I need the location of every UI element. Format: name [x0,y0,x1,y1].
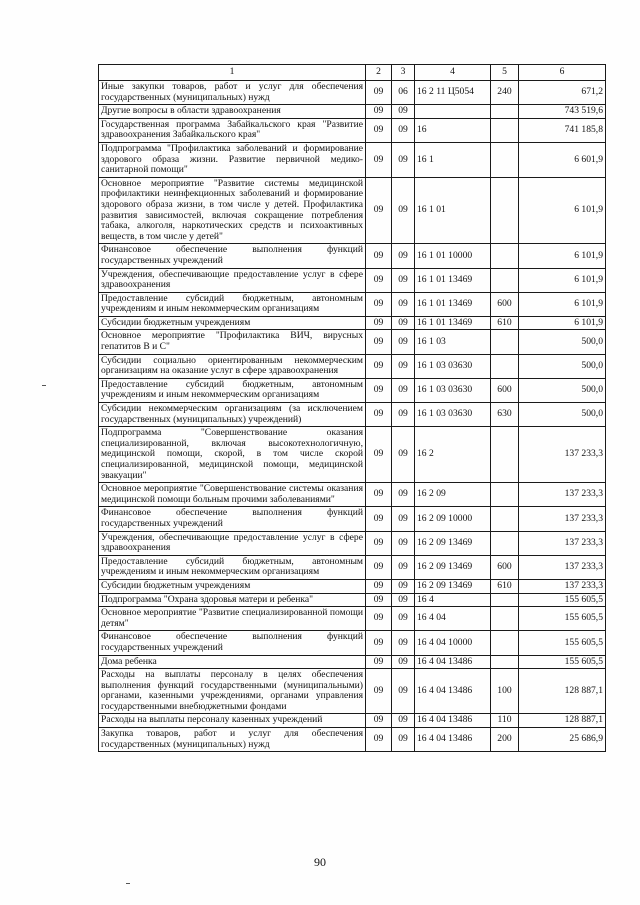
expense-type-cell [491,330,519,354]
subsection-code-cell: 09 [392,714,415,728]
table-row [99,728,606,752]
expense-type-cell: 610 [491,579,519,593]
target-article-cell: 16 1 03 03630 [415,403,491,427]
column-header: 3 [392,65,415,81]
expense-type-cell [491,655,519,669]
amount-cell: 155 605,5 [519,607,606,631]
target-article-cell: 16 1 01 [415,177,491,244]
amount-cell: 6 101,9 [519,316,606,330]
table-row [99,316,606,330]
row-name-cell: Финансовое обеспечение выполнения функций государственных учреждений [99,507,366,531]
expense-type-cell [491,531,519,555]
table-row [99,483,606,507]
row-name-cell: Иные закупки товаров, работ и услуг для обеспечения государственных (муниципальных) нужд [99,81,366,105]
row-name-cell: Основное мероприятие "Развитие специализированной помощи детям" [99,607,366,631]
amount-cell: 6 101,9 [519,177,606,244]
target-article-cell: 16 1 03 [415,330,491,354]
subsection-code-cell: 06 [392,81,415,105]
subsection-code-cell: 09 [392,268,415,292]
row-name-cell: Субсидии бюджетным учреждениям [99,316,366,330]
expense-type-cell: 600 [491,378,519,402]
subsection-code-cell: 09 [392,316,415,330]
section-code-cell: 09 [366,579,392,593]
row-name-cell: Субсидии бюджетным учреждениям [99,579,366,593]
amount-cell: 137 233,3 [519,555,606,579]
row-name-cell: Государственная программа Забайкальского края "Развитие здравоохранения Забайкальского края" [99,118,366,142]
section-code-cell: 09 [366,354,392,378]
table-body [99,81,606,752]
section-code-cell: 09 [366,507,392,531]
table-row [99,378,606,402]
section-code-cell: 09 [366,728,392,752]
amount-cell: 137 233,3 [519,507,606,531]
row-name-cell: Подпрограмма "Профилактика заболеваний и формирование здорового образа жизни. Развитие первичной медико-санитарной помощи" [99,142,366,177]
target-article-cell: 16 2 09 13469 [415,555,491,579]
section-code-cell: 09 [366,81,392,105]
target-article-cell: 16 1 03 03630 [415,378,491,402]
row-name-cell: Основное мероприятие "Совершенствование системы оказания медицинской помощи больным прочими заболеваниями" [99,483,366,507]
table-row [99,142,606,177]
table-row [99,177,606,244]
row-name-cell: Субсидии социально ориентированным некоммерческим организациям на оказание услуг в сфере здравоохранения [99,354,366,378]
section-code-cell: 09 [366,531,392,555]
subsection-code-cell: 09 [392,593,415,607]
section-code-cell: 09 [366,292,392,316]
target-article-cell: 16 1 01 10000 [415,244,491,268]
expense-type-cell [491,483,519,507]
table-row [99,330,606,354]
subsection-code-cell: 09 [392,330,415,354]
row-name-cell: Основное мероприятие "Развитие системы медицинской профилактики неинфекционных заболеваний и формирование здорового образа жизни, в том числе у детей. Профилактика развития зависимостей, включая сокращение потребления табака, алкоголя, наркотических средств и психоактивных веществ, в том числе у детей" [99,177,366,244]
scan-mark [126,883,130,884]
target-article-cell: 16 1 [415,142,491,177]
table-row [99,714,606,728]
target-article-cell: 16 1 01 13469 [415,292,491,316]
section-code-cell: 09 [366,555,392,579]
row-name-cell: Дома ребенка [99,655,366,669]
section-code-cell: 09 [366,714,392,728]
amount-cell: 128 887,1 [519,714,606,728]
subsection-code-cell: 09 [392,244,415,268]
amount-cell: 137 233,3 [519,531,606,555]
target-article-cell: 16 4 04 13486 [415,655,491,669]
section-code-cell: 09 [366,607,392,631]
amount-cell: 6 101,9 [519,268,606,292]
row-name-cell: Подпрограмма "Охрана здоровья матери и ребенка" [99,593,366,607]
scan-mark [42,385,46,386]
table-row [99,669,606,714]
section-code-cell: 09 [366,403,392,427]
section-code-cell: 09 [366,118,392,142]
amount-cell: 6 601,9 [519,142,606,177]
amount-cell: 6 101,9 [519,292,606,316]
subsection-code-cell: 09 [392,669,415,714]
section-code-cell: 09 [366,142,392,177]
target-article-cell: 16 2 09 13469 [415,531,491,555]
subsection-code-cell: 09 [392,655,415,669]
subsection-code-cell: 09 [392,507,415,531]
target-article-cell: 16 4 [415,593,491,607]
table-row [99,531,606,555]
expense-type-cell [491,427,519,483]
row-name-cell: Предоставление субсидий бюджетным, автономным учреждениям и иным некоммерческим организациям [99,378,366,402]
section-code-cell: 09 [366,316,392,330]
table-row [99,118,606,142]
row-name-cell: Другие вопросы в области здравоохранения [99,105,366,119]
row-name-cell: Подпрограмма "Совершенствование оказания специализированной, включая высокотехнологичную, медицинской помощи, скорой, в том числе скорой специализированной, медицинской помощи, медицинской эвакуации" [99,427,366,483]
expense-type-cell [491,354,519,378]
row-name-cell: Основное мероприятие "Профилактика ВИЧ, вирусных гепатитов В и С" [99,330,366,354]
amount-cell: 500,0 [519,403,606,427]
expense-type-cell [491,268,519,292]
expense-type-cell [491,607,519,631]
amount-cell: 128 887,1 [519,669,606,714]
table-row [99,268,606,292]
table-row [99,607,606,631]
target-article-cell: 16 4 04 13486 [415,714,491,728]
row-name-cell: Закупка товаров, работ и услуг для обеспечения государственных (муниципальных) нужд [99,728,366,752]
expense-type-cell [491,593,519,607]
target-article-cell: 16 4 04 13486 [415,669,491,714]
amount-cell: 155 605,5 [519,655,606,669]
subsection-code-cell: 09 [392,142,415,177]
section-code-cell: 09 [366,268,392,292]
page-number: 90 [314,855,326,869]
table-row [99,354,606,378]
subsection-code-cell: 09 [392,555,415,579]
amount-cell: 137 233,3 [519,579,606,593]
subsection-code-cell: 09 [392,531,415,555]
row-name-cell: Расходы на выплаты персоналу казенных учреждений [99,714,366,728]
section-code-cell: 09 [366,330,392,354]
expense-type-cell: 630 [491,403,519,427]
expense-type-cell: 600 [491,555,519,579]
subsection-code-cell: 09 [392,354,415,378]
section-code-cell: 09 [366,378,392,402]
row-name-cell: Расходы на выплаты персоналу в целях обеспечения выполнения функций государственными (муниципальными) органами, казенными учреждениями, органами управления государственными внебюджетными фондами [99,669,366,714]
column-header: 2 [366,65,392,81]
expense-type-cell: 610 [491,316,519,330]
section-code-cell: 09 [366,655,392,669]
expense-type-cell [491,142,519,177]
expense-type-cell [491,118,519,142]
section-code-cell: 09 [366,105,392,119]
table-row [99,655,606,669]
table-header-row [99,65,606,81]
amount-cell: 500,0 [519,330,606,354]
section-code-cell: 09 [366,427,392,483]
section-code-cell: 09 [366,669,392,714]
column-header: 1 [99,65,366,81]
subsection-code-cell: 09 [392,631,415,655]
table-row [99,555,606,579]
section-code-cell: 09 [366,244,392,268]
subsection-code-cell: 09 [392,427,415,483]
amount-cell: 671,2 [519,81,606,105]
row-name-cell: Учреждения, обеспечивающие предоставление услуг в сфере здравоохранения [99,531,366,555]
row-name-cell: Предоставление субсидий бюджетным, автономным учреждениям и иным некоммерческим организациям [99,555,366,579]
subsection-code-cell: 09 [392,483,415,507]
expense-type-cell [491,631,519,655]
row-name-cell: Финансовое обеспечение выполнения функций государственных учреждений [99,244,366,268]
budget-table [98,64,606,752]
expense-type-cell: 110 [491,714,519,728]
row-name-cell: Учреждения, обеспечивающие предоставление услуг в сфере здравоохранения [99,268,366,292]
expense-type-cell: 200 [491,728,519,752]
table-row [99,244,606,268]
table-row [99,507,606,531]
target-article-cell: 16 2 09 [415,483,491,507]
section-code-cell: 09 [366,483,392,507]
target-article-cell [415,105,491,119]
amount-cell: 500,0 [519,354,606,378]
subsection-code-cell: 09 [392,607,415,631]
subsection-code-cell: 09 [392,105,415,119]
expense-type-cell: 240 [491,81,519,105]
amount-cell: 743 519,6 [519,105,606,119]
subsection-code-cell: 09 [392,177,415,244]
subsection-code-cell: 09 [392,728,415,752]
column-header: 6 [519,65,606,81]
expense-type-cell [491,177,519,244]
table-row [99,292,606,316]
column-header: 4 [415,65,491,81]
subsection-code-cell: 09 [392,292,415,316]
table-row [99,631,606,655]
target-article-cell: 16 4 04 [415,607,491,631]
amount-cell: 155 605,5 [519,593,606,607]
row-name-cell: Финансовое обеспечение выполнения функций государственных учреждений [99,631,366,655]
target-article-cell: 16 2 [415,427,491,483]
target-article-cell: 16 1 01 13469 [415,268,491,292]
target-article-cell: 16 1 03 03630 [415,354,491,378]
amount-cell: 25 686,9 [519,728,606,752]
amount-cell: 741 185,8 [519,118,606,142]
subsection-code-cell: 09 [392,378,415,402]
subsection-code-cell: 09 [392,579,415,593]
target-article-cell: 16 [415,118,491,142]
table-row [99,579,606,593]
table-row [99,105,606,119]
row-name-cell: Субсидии некоммерческим организациям (за исключением государственных (муниципальных) учреждений) [99,403,366,427]
section-code-cell: 09 [366,593,392,607]
section-code-cell: 09 [366,631,392,655]
expense-type-cell: 100 [491,669,519,714]
target-article-cell: 16 4 04 10000 [415,631,491,655]
section-code-cell: 09 [366,177,392,244]
table-row [99,593,606,607]
target-article-cell: 16 2 09 10000 [415,507,491,531]
subsection-code-cell: 09 [392,403,415,427]
amount-cell: 6 101,9 [519,244,606,268]
target-article-cell: 16 4 04 13486 [415,728,491,752]
expense-type-cell [491,105,519,119]
expense-type-cell: 600 [491,292,519,316]
table-row [99,403,606,427]
column-header: 5 [491,65,519,81]
subsection-code-cell: 09 [392,118,415,142]
target-article-cell: 16 2 09 13469 [415,579,491,593]
expense-type-cell [491,507,519,531]
table-row [99,427,606,483]
expense-type-cell [491,244,519,268]
amount-cell: 137 233,3 [519,483,606,507]
row-name-cell: Предоставление субсидий бюджетным, автономным учреждениям и иным некоммерческим организациям [99,292,366,316]
amount-cell: 155 605,5 [519,631,606,655]
amount-cell: 500,0 [519,378,606,402]
target-article-cell: 16 1 01 13469 [415,316,491,330]
target-article-cell: 16 2 11 Ц5054 [415,81,491,105]
table-row [99,81,606,105]
amount-cell: 137 233,3 [519,427,606,483]
